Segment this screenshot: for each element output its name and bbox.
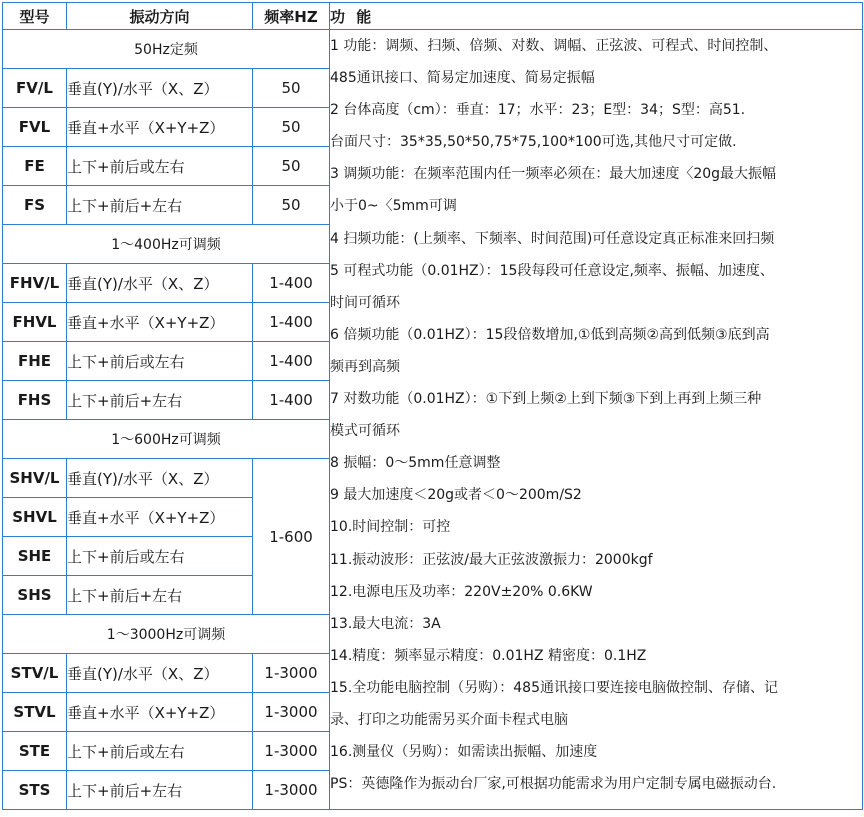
model-cell: FHS xyxy=(3,381,67,420)
function-line: 10.时间控制：可控 xyxy=(330,519,451,536)
model-cell: SHS xyxy=(3,576,67,615)
frequency-cell: 1-3000 xyxy=(253,693,330,732)
function-line: 2 台体高度（cm）：垂直：17；水平：23；E型：34；S型：高51. xyxy=(330,102,746,119)
function-line: 6 倍频功能（0.01HZ）：15段倍数增加,①低到高频②高到低频③底到高 xyxy=(330,326,770,343)
model-cell: SHVL xyxy=(3,498,67,537)
direction-cell: 上下+前后+左右 xyxy=(67,576,253,615)
function-line: 13.最大电流：3A xyxy=(330,615,441,632)
function-line: 16.测量仪（另购）：如需读出振幅、加速度 xyxy=(330,744,598,761)
function-line: 台面尺寸：35*35,50*50,75*75,100*100可选,其他尺寸可定做. xyxy=(330,134,737,151)
model-cell: FS xyxy=(3,186,67,225)
header-model: 型号 xyxy=(3,3,67,30)
direction-cell: 垂直(Y)/水平（X、Z） xyxy=(67,69,253,108)
frequency-cell: 50 xyxy=(253,147,330,186)
model-cell: STV/L xyxy=(3,654,67,693)
function-line: 时间可循环 xyxy=(330,294,400,311)
frequency-cell: 1-3000 xyxy=(253,732,330,771)
frequency-cell: 1-400 xyxy=(253,303,330,342)
direction-cell: 垂直(Y)/水平（X、Z） xyxy=(67,264,253,303)
group-row xyxy=(3,30,863,69)
group-title: 50Hz定频 xyxy=(3,30,330,69)
function-list xyxy=(330,30,862,800)
frequency-cell: 50 xyxy=(253,69,330,108)
model-cell: SHV/L xyxy=(3,459,67,498)
group-title: 1～400Hz可调频 xyxy=(3,225,330,264)
model-cell: FHVL xyxy=(3,303,67,342)
model-cell: FHV/L xyxy=(3,264,67,303)
function-line: 录、打印之功能需另买介面卡程式电脑 xyxy=(330,711,568,728)
function-line: 485通讯接口、简易定加速度、简易定振幅 xyxy=(330,70,595,87)
direction-cell: 上下+前后或左右 xyxy=(67,147,253,186)
function-cell xyxy=(330,30,863,810)
direction-cell: 上下+前后+左右 xyxy=(67,381,253,420)
direction-cell: 上下+前后+左右 xyxy=(67,186,253,225)
header-frequency: 频率HZ xyxy=(253,3,330,30)
function-line: 3 调频功能：在频率范围内任一频率必须在：最大加速度〈20g最大振幅 xyxy=(330,166,777,183)
model-cell: STS xyxy=(3,771,67,810)
frequency-cell: 1-3000 xyxy=(253,771,330,810)
direction-cell: 垂直(Y)/水平（X、Z） xyxy=(67,654,253,693)
model-cell: STVL xyxy=(3,693,67,732)
function-line: PS：英德隆作为振动台厂家,可根据功能需求为用户定制专属电磁振动台. xyxy=(330,776,777,793)
function-line: 5 可程式功能（0.01HZ）：15段每段可任意设定,频率、振幅、加速度、 xyxy=(330,262,774,279)
frequency-cell: 1-400 xyxy=(253,381,330,420)
model-cell: SHE xyxy=(3,537,67,576)
direction-cell: 垂直(Y)/水平（X、Z） xyxy=(67,459,253,498)
function-line: 1 功能：调频、扫频、倍频、对数、调幅、正弦波、可程式、时间控制、 xyxy=(330,38,778,54)
function-line: 小于0~〈5mm可调 xyxy=(330,198,457,215)
model-cell: FE xyxy=(3,147,67,186)
function-line: 7 对数功能（0.01HZ）：①下到上频②上到下频③下到上再到上频三种 xyxy=(330,391,762,408)
frequency-cell: 1-400 xyxy=(253,264,330,303)
function-line: 11.振动波形：正弦波/最大正弦波激振力：2000kgf xyxy=(330,551,653,568)
direction-cell: 上下+前后或左右 xyxy=(67,732,253,771)
function-line: 模式可循环 xyxy=(330,423,400,440)
function-line: 频再到高频 xyxy=(330,358,400,375)
frequency-cell: 1-3000 xyxy=(253,654,330,693)
group-title: 1～3000Hz可调频 xyxy=(3,615,330,654)
header-function: 功 能 xyxy=(330,3,863,30)
function-line: 14.精度：频率显示精度：0.01HZ 精密度：0.1HZ xyxy=(330,647,647,664)
model-cell: FV/L xyxy=(3,69,67,108)
model-cell: FHE xyxy=(3,342,67,381)
header-direction: 振动方向 xyxy=(67,3,253,30)
direction-cell: 上下+前后+左右 xyxy=(67,771,253,810)
header-row xyxy=(3,3,863,30)
direction-cell: 上下+前后或左右 xyxy=(67,537,253,576)
model-cell: FVL xyxy=(3,108,67,147)
frequency-cell: 1-600 xyxy=(253,459,330,615)
spec-table xyxy=(2,2,863,810)
function-line: 15.全功能电脑控制（另购）：485通讯接口要连接电脑做控制、存储、记 xyxy=(330,679,778,696)
direction-cell: 上下+前后或左右 xyxy=(67,342,253,381)
function-line: 8 振幅：0～5mm任意调整 xyxy=(330,455,501,472)
function-line: 9 最大加速度＜20g或者＜0～200m/S2 xyxy=(330,487,582,504)
function-line: 12.电源电压及功率：220V±20% 0.6KW xyxy=(330,583,593,600)
direction-cell: 垂直+水平（X+Y+Z） xyxy=(67,498,253,537)
direction-cell: 垂直+水平（X+Y+Z） xyxy=(67,303,253,342)
direction-cell: 垂直+水平（X+Y+Z） xyxy=(67,693,253,732)
group-title: 1～600Hz可调频 xyxy=(3,420,330,459)
frequency-cell: 1-400 xyxy=(253,342,330,381)
frequency-cell: 50 xyxy=(253,186,330,225)
function-line: 4 扫频功能：(上频率、下频率、时间范围)可任意设定真正标准来回扫频 xyxy=(330,230,775,247)
direction-cell: 垂直+水平（X+Y+Z） xyxy=(67,108,253,147)
model-cell: STE xyxy=(3,732,67,771)
frequency-cell: 50 xyxy=(253,108,330,147)
